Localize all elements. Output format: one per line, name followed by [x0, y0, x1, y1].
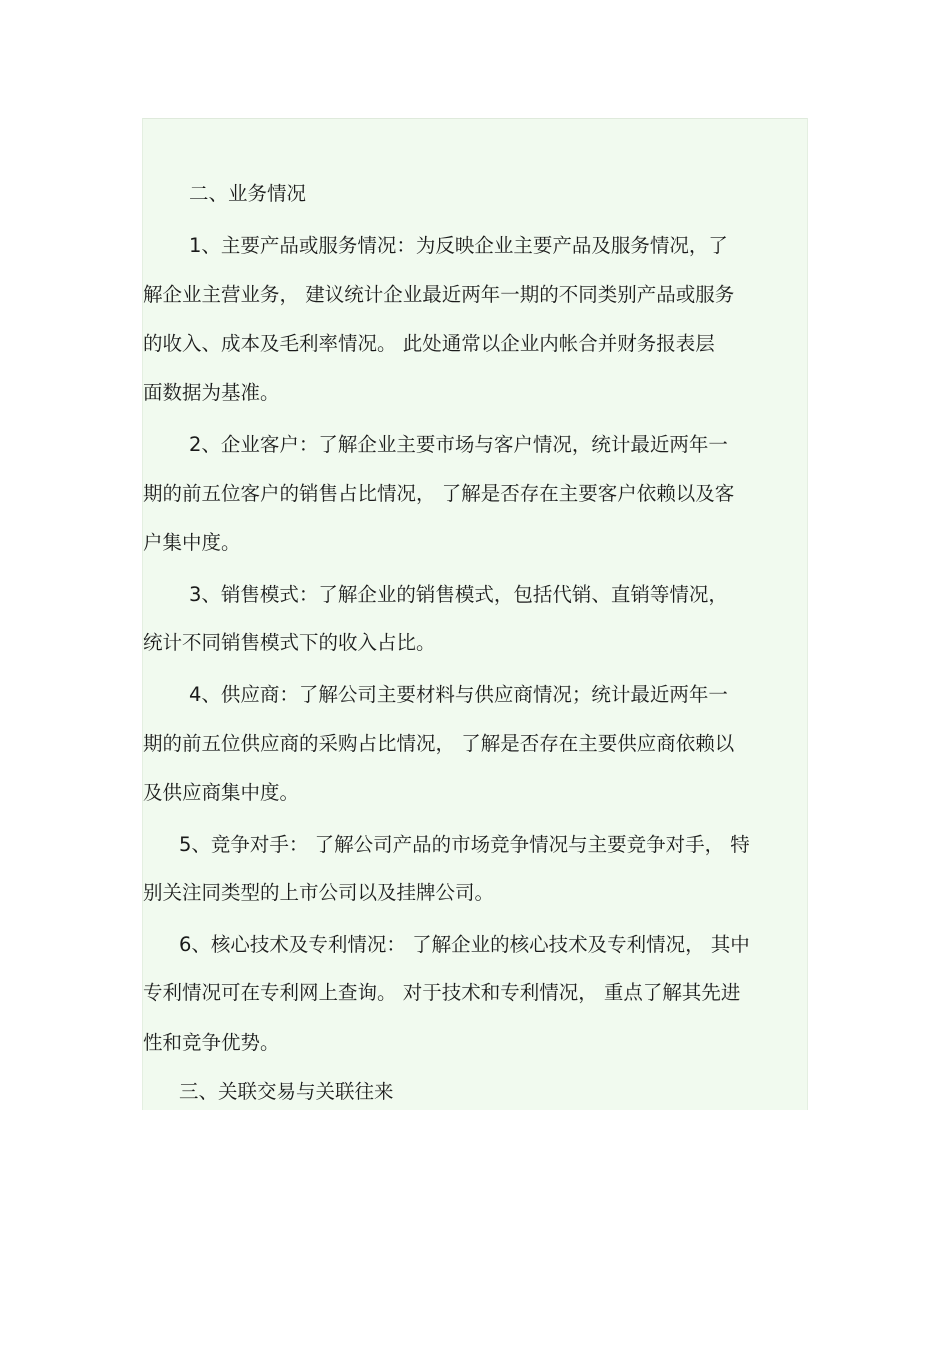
document-body — [143, 119, 807, 1110]
item6-line1: 6、核心技术及专利情况： 了解企业的核心技术及专利情况， 其中 — [179, 933, 750, 956]
item4-line1: 4、供应商：了解公司主要材料与供应商情况；统计最近两年一 — [189, 683, 728, 706]
item1-line3: 的收入、成本及毛利率情况。 此处通常以企业内帐合并财务报表层 — [143, 332, 715, 355]
item1-line1: 1、主要产品或服务情况：为反映企业主要产品及服务情况，了 — [189, 234, 728, 257]
item2-line2: 期的前五位客户的销售占比情况， 了解是否存在主要客户依赖以及客 — [143, 482, 735, 505]
item3-line1: 3、销售模式：了解企业的销售模式，包括代销、直销等情况， — [189, 583, 728, 606]
item1-line4: 面数据为基准。 — [143, 381, 280, 404]
item3-line2: 统计不同销售模式下的收入占比。 — [143, 631, 436, 654]
item5-line1: 5、竞争对手： 了解公司产品的市场竞争情况与主要竞争对手， 特 — [179, 833, 750, 856]
document-page — [142, 118, 808, 1110]
section-two-heading: 二、业务情况 — [189, 182, 307, 205]
item2-line3: 户集中度。 — [143, 531, 241, 554]
item5-line2: 别关注同类型的上市公司以及挂牌公司。 — [143, 881, 495, 904]
item6-line3: 性和竞争优势。 — [143, 1031, 280, 1054]
item2-line1: 2、企业客户：了解企业主要市场与客户情况，统计最近两年一 — [189, 433, 728, 456]
item1-line2: 解企业主营业务， 建议统计企业最近两年一期的不同类别产品或服务 — [143, 283, 735, 306]
item4-line2: 期的前五位供应商的采购占比情况， 了解是否存在主要供应商依赖以 — [143, 732, 735, 755]
section-three-heading: 三、关联交易与关联往来 — [179, 1080, 394, 1103]
item6-line2: 专利情况可在专利网上查询。 对于技术和专利情况， 重点了解其先进 — [143, 981, 741, 1004]
item4-line3: 及供应商集中度。 — [143, 781, 300, 804]
